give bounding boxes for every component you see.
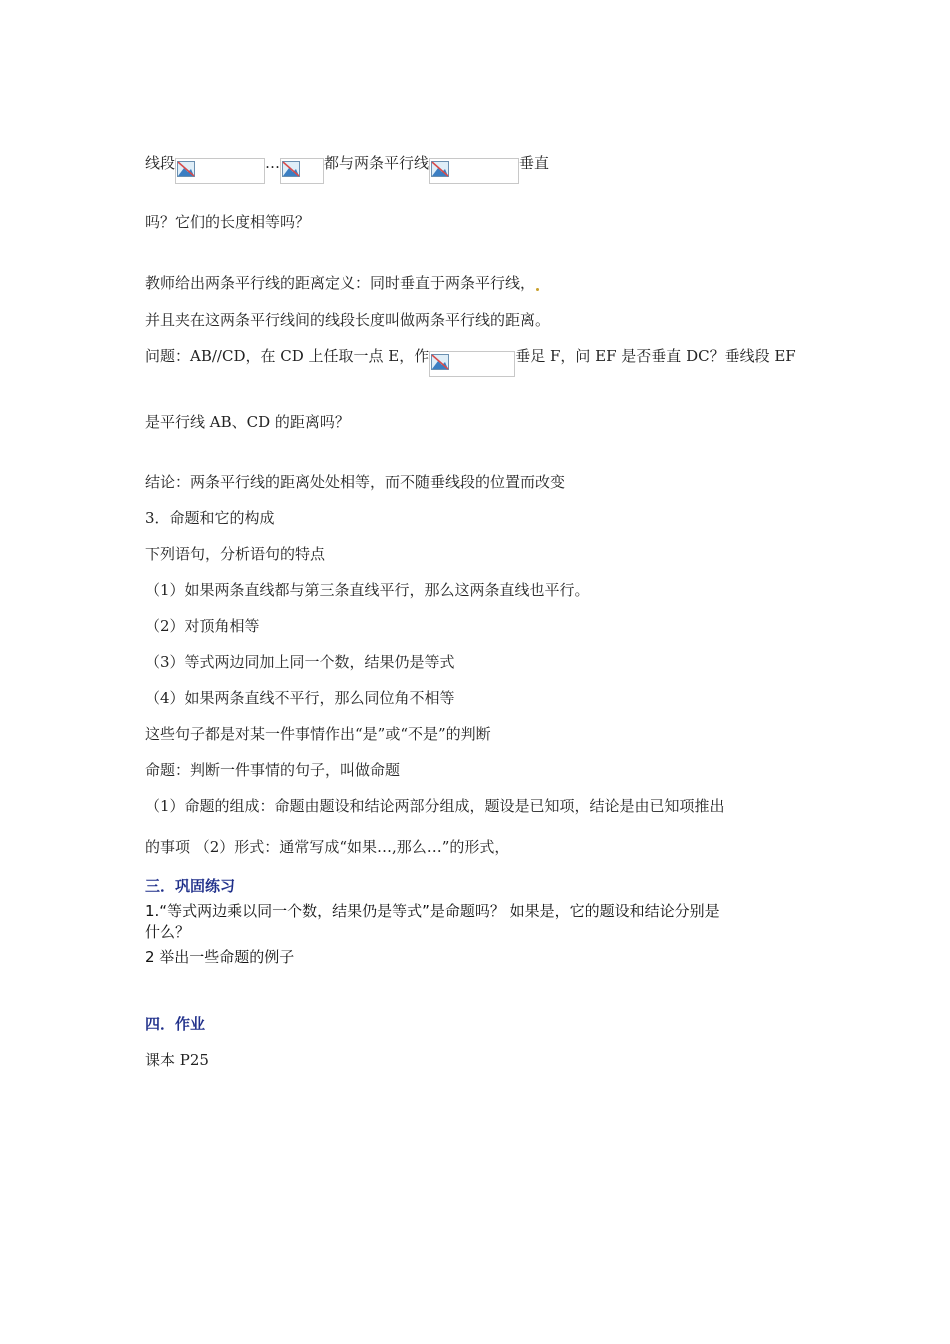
list-item: （1）如果两条直线都与第三条直线平行，那么这两条直线也平行。	[145, 581, 590, 599]
formula-image-placeholder	[429, 158, 519, 184]
broken-image-icon	[431, 354, 449, 370]
text-line: 的事项 （2）形式：通常写成“如果…,那么…”的形式，	[145, 838, 510, 856]
formula-image-placeholder	[175, 158, 265, 184]
definition-line: 命题：判断一件事情的句子，叫做命题	[145, 761, 401, 779]
text-segment: 线段	[145, 154, 176, 172]
text-line: 吗？它们的长度相等吗？	[145, 213, 311, 231]
list-item: （3）等式两边同加上同一个数，结果仍是等式	[145, 653, 455, 671]
exercise-question: 1.“等式两边乘以同一个数，结果仍是等式”是命题吗？ 如果是，它的题设和结论分别是	[145, 902, 720, 920]
exercise-question: 2 举出一些命题的例子	[145, 948, 295, 966]
segment-line	[145, 153, 549, 184]
list-item: （4）如果两条直线不平行，那么同位角不相等	[145, 689, 455, 707]
definition-text: 教师给出两条平行线的距离定义：同时垂直于两条平行线，	[145, 274, 536, 292]
homework-text: 课本 P25	[145, 1051, 209, 1069]
text-line: 并且夹在这两条平行线间的线段长度叫做两条平行线的距离。	[145, 311, 551, 329]
broken-image-icon	[177, 161, 195, 177]
formula-image-placeholder	[429, 351, 515, 377]
text-line: 是平行线 AB、CD 的距离吗？	[145, 413, 350, 431]
formula-image-placeholder	[280, 158, 324, 184]
text-perpendicular: 垂直	[519, 154, 550, 172]
question-text: 问题：AB//CD，在 CD 上任取一点 E，作	[145, 347, 430, 365]
text-line	[145, 273, 540, 293]
section-heading-homework: 四．作业	[145, 1015, 206, 1033]
question-text: 垂足 F，问 EF 是否垂直 DC？垂线段 EF	[515, 347, 796, 365]
list-item: （2）对顶角相等	[145, 617, 260, 635]
section-heading-practice: 三．巩固练习	[145, 877, 236, 895]
ellipsis: …	[265, 154, 281, 172]
question-line	[145, 346, 796, 377]
broken-image-icon	[282, 161, 300, 177]
section-subtitle: 3．命题和它的构成	[145, 509, 275, 527]
conclusion-line: 结论：两条平行线的距离处处相等，而不随垂线段的位置而改变	[145, 473, 566, 491]
mark-dot	[536, 288, 539, 291]
text-line: （1）命题的组成：命题由题设和结论两部分组成，题设是已知项，结论是由已知项推出	[145, 797, 725, 815]
exercise-question-continued: 什么？	[145, 923, 191, 941]
text-parallel: 都与两条平行线	[324, 154, 430, 172]
text-line: 这些句子都是对某一件事情作出“是”或“不是”的判断	[145, 725, 491, 743]
text-line: 下列语句，分析语句的特点	[145, 545, 326, 563]
broken-image-icon	[431, 161, 449, 177]
